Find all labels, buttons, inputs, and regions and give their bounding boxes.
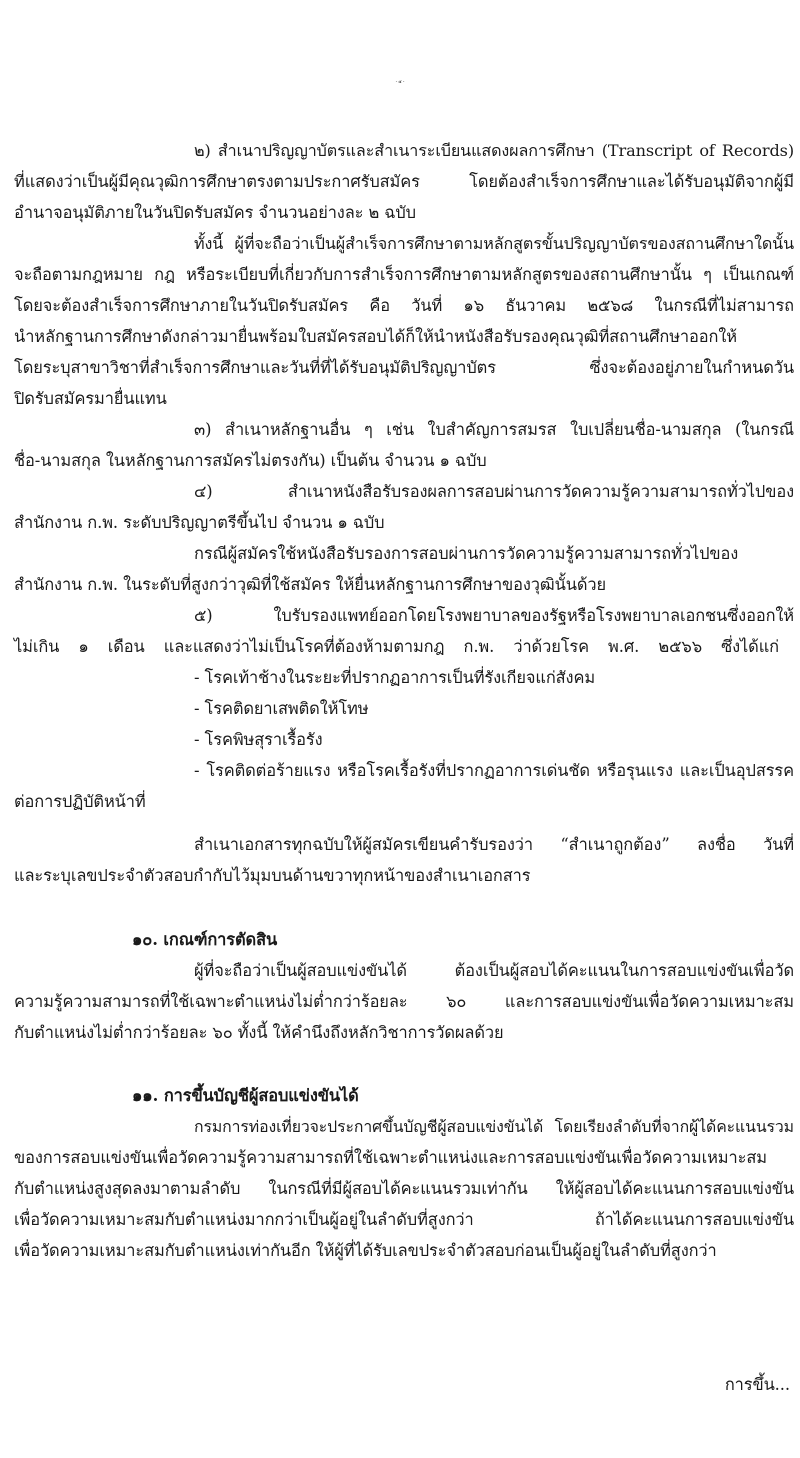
paragraph-line: ปิดรับสมัครมายื่นแทน (14, 389, 167, 408)
paragraph-line: ๓) สำเนาหลักฐานอื่น ๆ เช่น ใบสำคัญการสมรส ใบเปลี่ยนชื่อ-นามสกุล (ในกรณี (194, 420, 794, 439)
paragraph-line: ต่อการปฏิบัติหน้าที่ (14, 792, 146, 811)
paragraph-line: ๔) สำเนาหนังสือรับรองผลการสอบผ่านการวัดความรู้ความสามารถทั่วไปของ (194, 482, 794, 501)
paragraph-line: กรณีผู้สมัครใช้หนังสือรับรองการสอบผ่านการวัดความรู้ความสามารถทั่วไปของ (194, 544, 739, 563)
paragraph-line: กับตำแหน่งไม่ต่ำกว่าร้อยละ ๖๐ ทั้งนี้ ให้คำนึงถึงหลักวิชาการวัดผลด้วย (14, 1023, 504, 1042)
paragraph-line: สำเนาเอกสารทุกฉบับให้ผู้สมัครเขียนคำรับรองว่า “สำเนาถูกต้อง” ลงชื่อ วันที่ (194, 835, 794, 854)
paragraph-line: ความรู้ความสามารถที่ใช้เฉพาะตำแหน่งไม่ต่ำกว่าร้อยละ ๖๐ และการสอบแข่งขันเพื่อวัดความเหมาะสม (14, 992, 794, 1011)
paragraph-line: จะถือตามกฎหมาย กฎ หรือระเบียบที่เกี่ยวกับการสำเร็จการศึกษาตามหลักสูตรของสถานศึกษานั้น ๆ เป็นเกณฑ์ (14, 265, 794, 284)
section-heading: ๑๐. เกณฑ์การตัดสิน (132, 930, 278, 949)
list-item: - โรคติดยาเสพติดให้โทษ (194, 699, 369, 718)
paragraph-line: โดยจะต้องสำเร็จการศึกษาภายในวันปิดรับสมัคร คือ วันที่ ๑๖ ธันวาคม ๒๕๖๘ ในกรณีที่ไม่สามารถ (14, 296, 794, 315)
list-item: - โรคพิษสุราเรื้อรัง (194, 730, 323, 749)
paragraph-line: ของการสอบแข่งขันเพื่อวัดความรู้ความสามารถที่ใช้เฉพาะตำแหน่งและการสอบแข่งขันเพื่อวัดความเหมาะสม (14, 1148, 767, 1167)
page-number: - ๕ - (395, 80, 405, 85)
paragraph-line: สำนักงาน ก.พ. ระดับปริญญาตรีขึ้นไป จำนวน ๑ ฉบับ (14, 513, 385, 532)
paragraph-line: ที่แสดงว่าเป็นผู้มีคุณวุฒิการศึกษาตรงตามประกาศรับสมัคร โดยต้องสำเร็จการศึกษาและได้รับอนุมัติจากผู้มี (14, 172, 794, 191)
section-heading: ๑๑. การขึ้นบัญชีผู้สอบแข่งขันได้ (132, 1086, 359, 1105)
list-item: - โรคเท้าช้างในระยะที่ปรากฏอาการเป็นที่รังเกียจแก่สังคม (194, 668, 596, 687)
paragraph-line: ผู้ที่จะถือว่าเป็นผู้สอบแข่งขันได้ ต้องเป็นผู้สอบได้คะแนนในการสอบแข่งขันเพื่อวัด (194, 961, 794, 980)
continuation-text: การขึ้น... (724, 1375, 790, 1394)
paragraph-line: ๒) สำเนาปริญญาบัตรและสำเนาระเบียนแสดงผลการศึกษา (Transcript of Records) (194, 141, 794, 160)
paragraph-line: ทั้งนี้ ผู้ที่จะถือว่าเป็นผู้สำเร็จการศึกษาตามหลักสูตรขั้นปริญญาบัตรของสถานศึกษาใดนั้น (194, 234, 794, 253)
paragraph-line: ไม่เกิน ๑ เดือน และแสดงว่าไม่เป็นโรคที่ต้องห้ามตามกฎ ก.พ. ว่าด้วยโรค พ.ศ. ๒๕๖๖ ซึ่งได้แก่ (14, 637, 779, 656)
paragraph-line: ชื่อ-นามสกุล ในหลักฐานการสมัครไม่ตรงกัน) เป็นต้น จำนวน ๑ ฉบับ (14, 451, 487, 470)
paragraph-line: ๕) ใบรับรองแพทย์ออกโดยโรงพยาบาลของรัฐหรือโรงพยาบาลเอกชนซึ่งออกให้ (194, 606, 794, 625)
paragraph-line: เพื่อวัดความเหมาะสมกับตำแหน่งเท่ากันอีก ให้ผู้ที่ได้รับเลขประจำตัวสอบก่อนเป็นผู้อยู่ในลำดับที่สูงกว่า (14, 1241, 717, 1260)
paragraph-line: กับตำแหน่งสูงสุดลงมาตามลำดับ ในกรณีที่มีผู้สอบได้คะแนนรวมเท่ากัน ให้ผู้สอบได้คะแนนการสอบแข่งขัน (14, 1179, 794, 1198)
paragraph-line: เพื่อวัดความเหมาะสมกับตำแหน่งมากกว่าเป็นผู้อยู่ในลำดับที่สูงกว่า ถ้าได้คะแนนการสอบแข่งขัน (14, 1210, 794, 1229)
paragraph-line: กรมการท่องเที่ยวจะประกาศขึ้นบัญชีผู้สอบแข่งขันได้ โดยเรียงลำดับที่จากผู้ได้คะแนนรวม (194, 1117, 794, 1136)
paragraph-line: และระบุเลขประจำตัวสอบกำกับไว้มุมบนด้านขวาทุกหน้าของสำเนาเอกสาร (14, 866, 531, 885)
paragraph-line: อำนาจอนุมัติภายในวันปิดรับสมัคร จำนวนอย่างละ ๒ ฉบับ (14, 203, 416, 222)
paragraph-line: นำหลักฐานการศึกษาดังกล่าวมายื่นพร้อมใบสมัครสอบได้ก็ให้นำหนังสือรับรองคุณวุฒิที่สถานศึกษาออกให้ (14, 327, 737, 346)
list-item: - โรคติดต่อร้ายแรง หรือโรคเรื้อรังที่ปรากฏอาการเด่นชัด หรือรุนแรง และเป็นอุปสรรค (194, 761, 794, 780)
paragraph-line: โดยระบุสาขาวิชาที่สำเร็จการศึกษาและวันที่ที่ได้รับอนุมัติปริญญาบัตร ซึ่งจะต้องอยู่ภายในกำหนดวัน (14, 358, 794, 377)
paragraph-line: สำนักงาน ก.พ. ในระดับที่สูงกว่าวุฒิที่ใช้สมัคร ให้ยื่นหลักฐานการศึกษาของวุฒินั้นด้วย (14, 575, 606, 594)
